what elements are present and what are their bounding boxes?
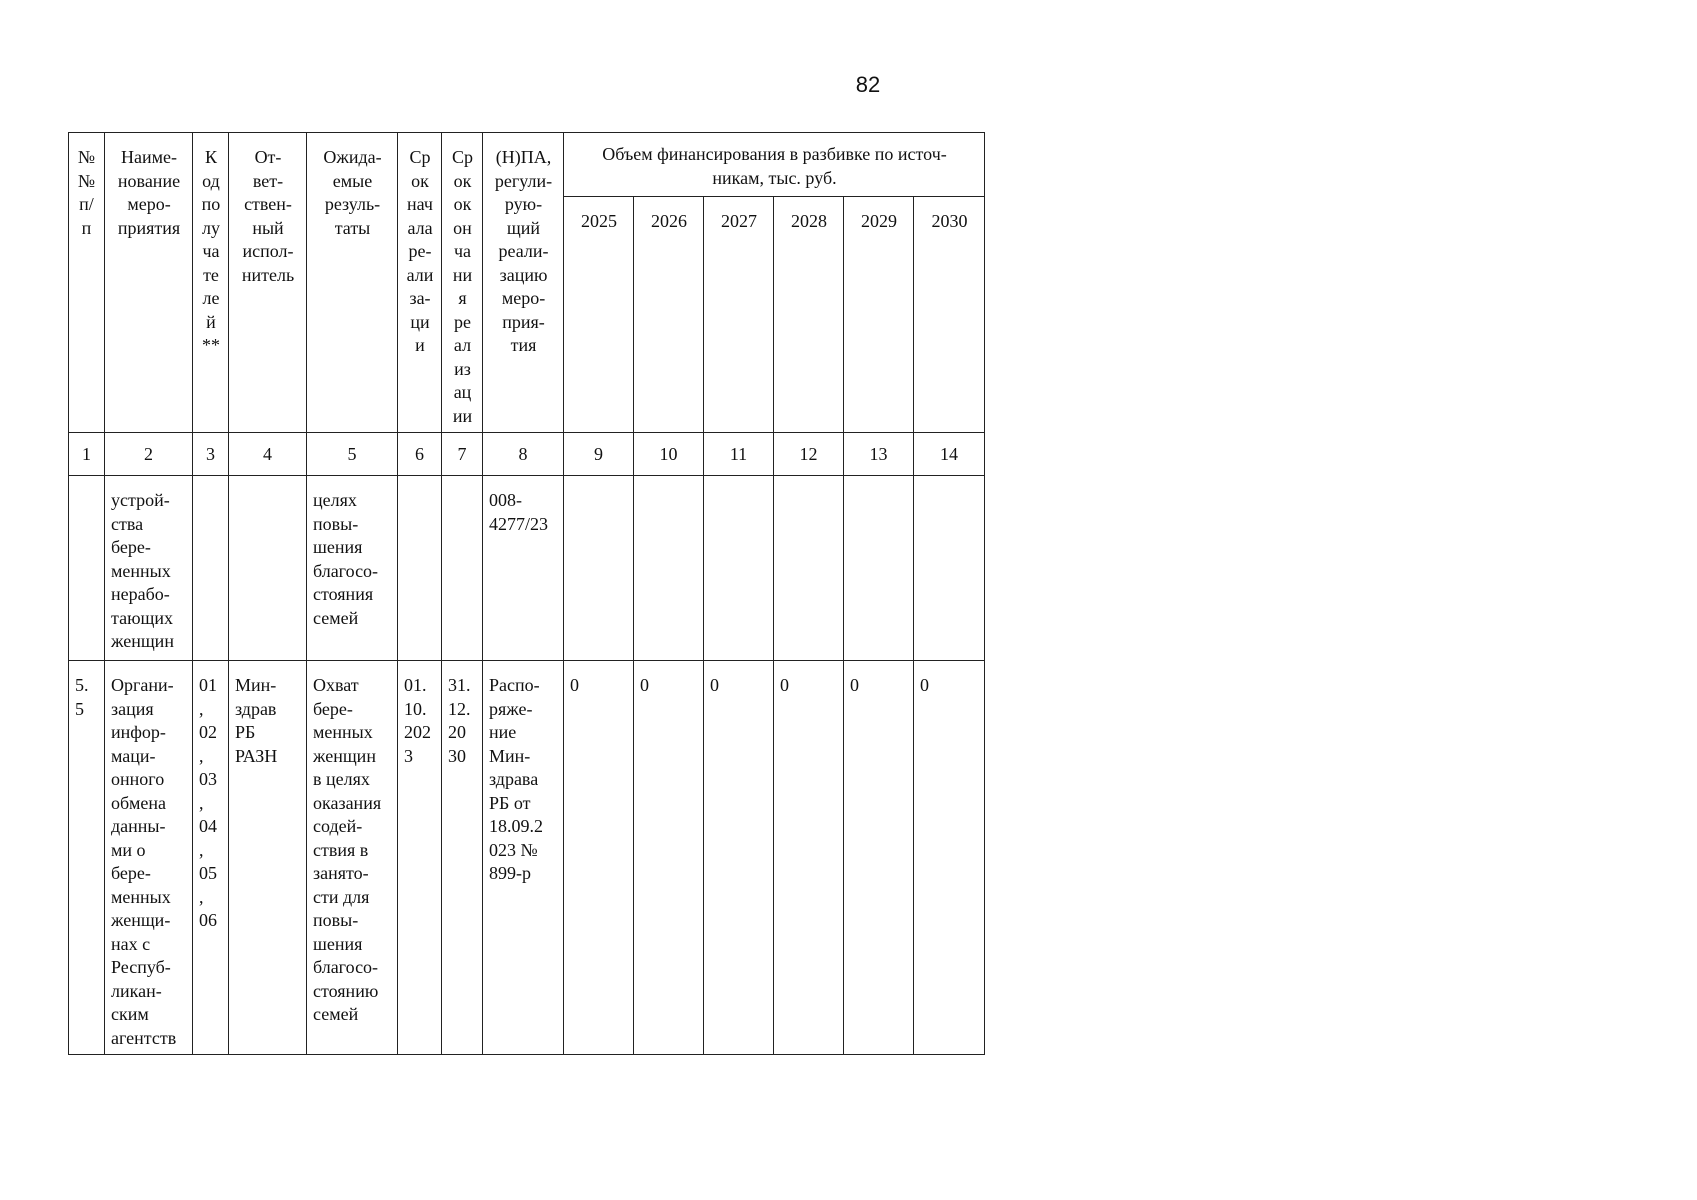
recipient-codes (193, 476, 229, 661)
column-number: 8 (483, 433, 564, 476)
funding-value (844, 476, 914, 661)
column-number: 12 (774, 433, 844, 476)
funding-value: 0 (704, 661, 774, 1055)
column-number: 14 (914, 433, 985, 476)
funding-value: 0 (564, 661, 634, 1055)
start-date (398, 476, 442, 661)
regulatory-act: Распо- ряже- ние Мин- здрава РБ от 18.09.2 023 № 899-р (483, 661, 564, 1055)
column-number: 1 (69, 433, 105, 476)
column-number: 6 (398, 433, 442, 476)
column-number: 5 (307, 433, 398, 476)
header-year: 2026 (634, 197, 704, 433)
executor (229, 476, 307, 661)
funding-value (634, 476, 704, 661)
end-date: 31. 12. 20 30 (442, 661, 483, 1055)
expected-results: Охват бере- менных женщин в целях оказания содей- ствия в занято- сти для повы- шения благосо- стоянию семей (307, 661, 398, 1055)
header-year: 2027 (704, 197, 774, 433)
funding-value: 0 (844, 661, 914, 1055)
row-number (69, 476, 105, 661)
funding-value (564, 476, 634, 661)
column-number: 9 (564, 433, 634, 476)
header-year: 2028 (774, 197, 844, 433)
column-number: 10 (634, 433, 704, 476)
header-npa: (Н)ПА, регули- рую- щий реали- зацию меро- прия- тия (483, 133, 564, 433)
page-number: 82 (855, 72, 881, 97)
column-number-row (69, 433, 985, 476)
table-row (69, 661, 985, 1055)
end-date (442, 476, 483, 661)
executor: Мин- здрав РБ РАЗН (229, 661, 307, 1055)
activities-table (68, 132, 985, 1055)
column-number: 13 (844, 433, 914, 476)
column-number: 11 (704, 433, 774, 476)
header-start: Ср ок нач ала ре- али за- ци и (398, 133, 442, 433)
header-row (69, 133, 985, 197)
column-number: 7 (442, 433, 483, 476)
column-number: 2 (105, 433, 193, 476)
start-date: 01. 10. 202 3 (398, 661, 442, 1055)
funding-value: 0 (634, 661, 704, 1055)
funding-value: 0 (914, 661, 985, 1055)
activity-name: Органи- зация инфор- маци- онного обмена данны- ми о бере- менных женщи- нах с Респуб- ликан- ским агентств (105, 661, 193, 1055)
header-year: 2029 (844, 197, 914, 433)
header-funding: Объем финансирования в разбивке по источ- никам, тыс. руб. (564, 133, 985, 197)
header-year: 2030 (914, 197, 985, 433)
activity-name: устрой- ства бере- менных нерабо- тающих женщин (105, 476, 193, 661)
header-results: Ожида- емые резуль- таты (307, 133, 398, 433)
header-end: Ср ок ок он ча ни я ре ал из ац ии (442, 133, 483, 433)
expected-results: целях повы- шения благосо- стояния семей (307, 476, 398, 661)
header-executor: От- вет- ствен- ный испол- нитель (229, 133, 307, 433)
regulatory-act: 008- 4277/23 (483, 476, 564, 661)
table-row (69, 476, 985, 661)
recipient-codes: 01 , 02 , 03 , 04 , 05 , 06 (193, 661, 229, 1055)
row-number: 5. 5 (69, 661, 105, 1055)
column-number: 3 (193, 433, 229, 476)
header-number: № № п/ п (69, 133, 105, 433)
funding-value (774, 476, 844, 661)
header-year: 2025 (564, 197, 634, 433)
column-number: 4 (229, 433, 307, 476)
header-name: Наиме- нование меро- приятия (105, 133, 193, 433)
header-codes: К од по лу ча те ле й ** (193, 133, 229, 433)
funding-value (704, 476, 774, 661)
funding-value: 0 (774, 661, 844, 1055)
funding-value (914, 476, 985, 661)
